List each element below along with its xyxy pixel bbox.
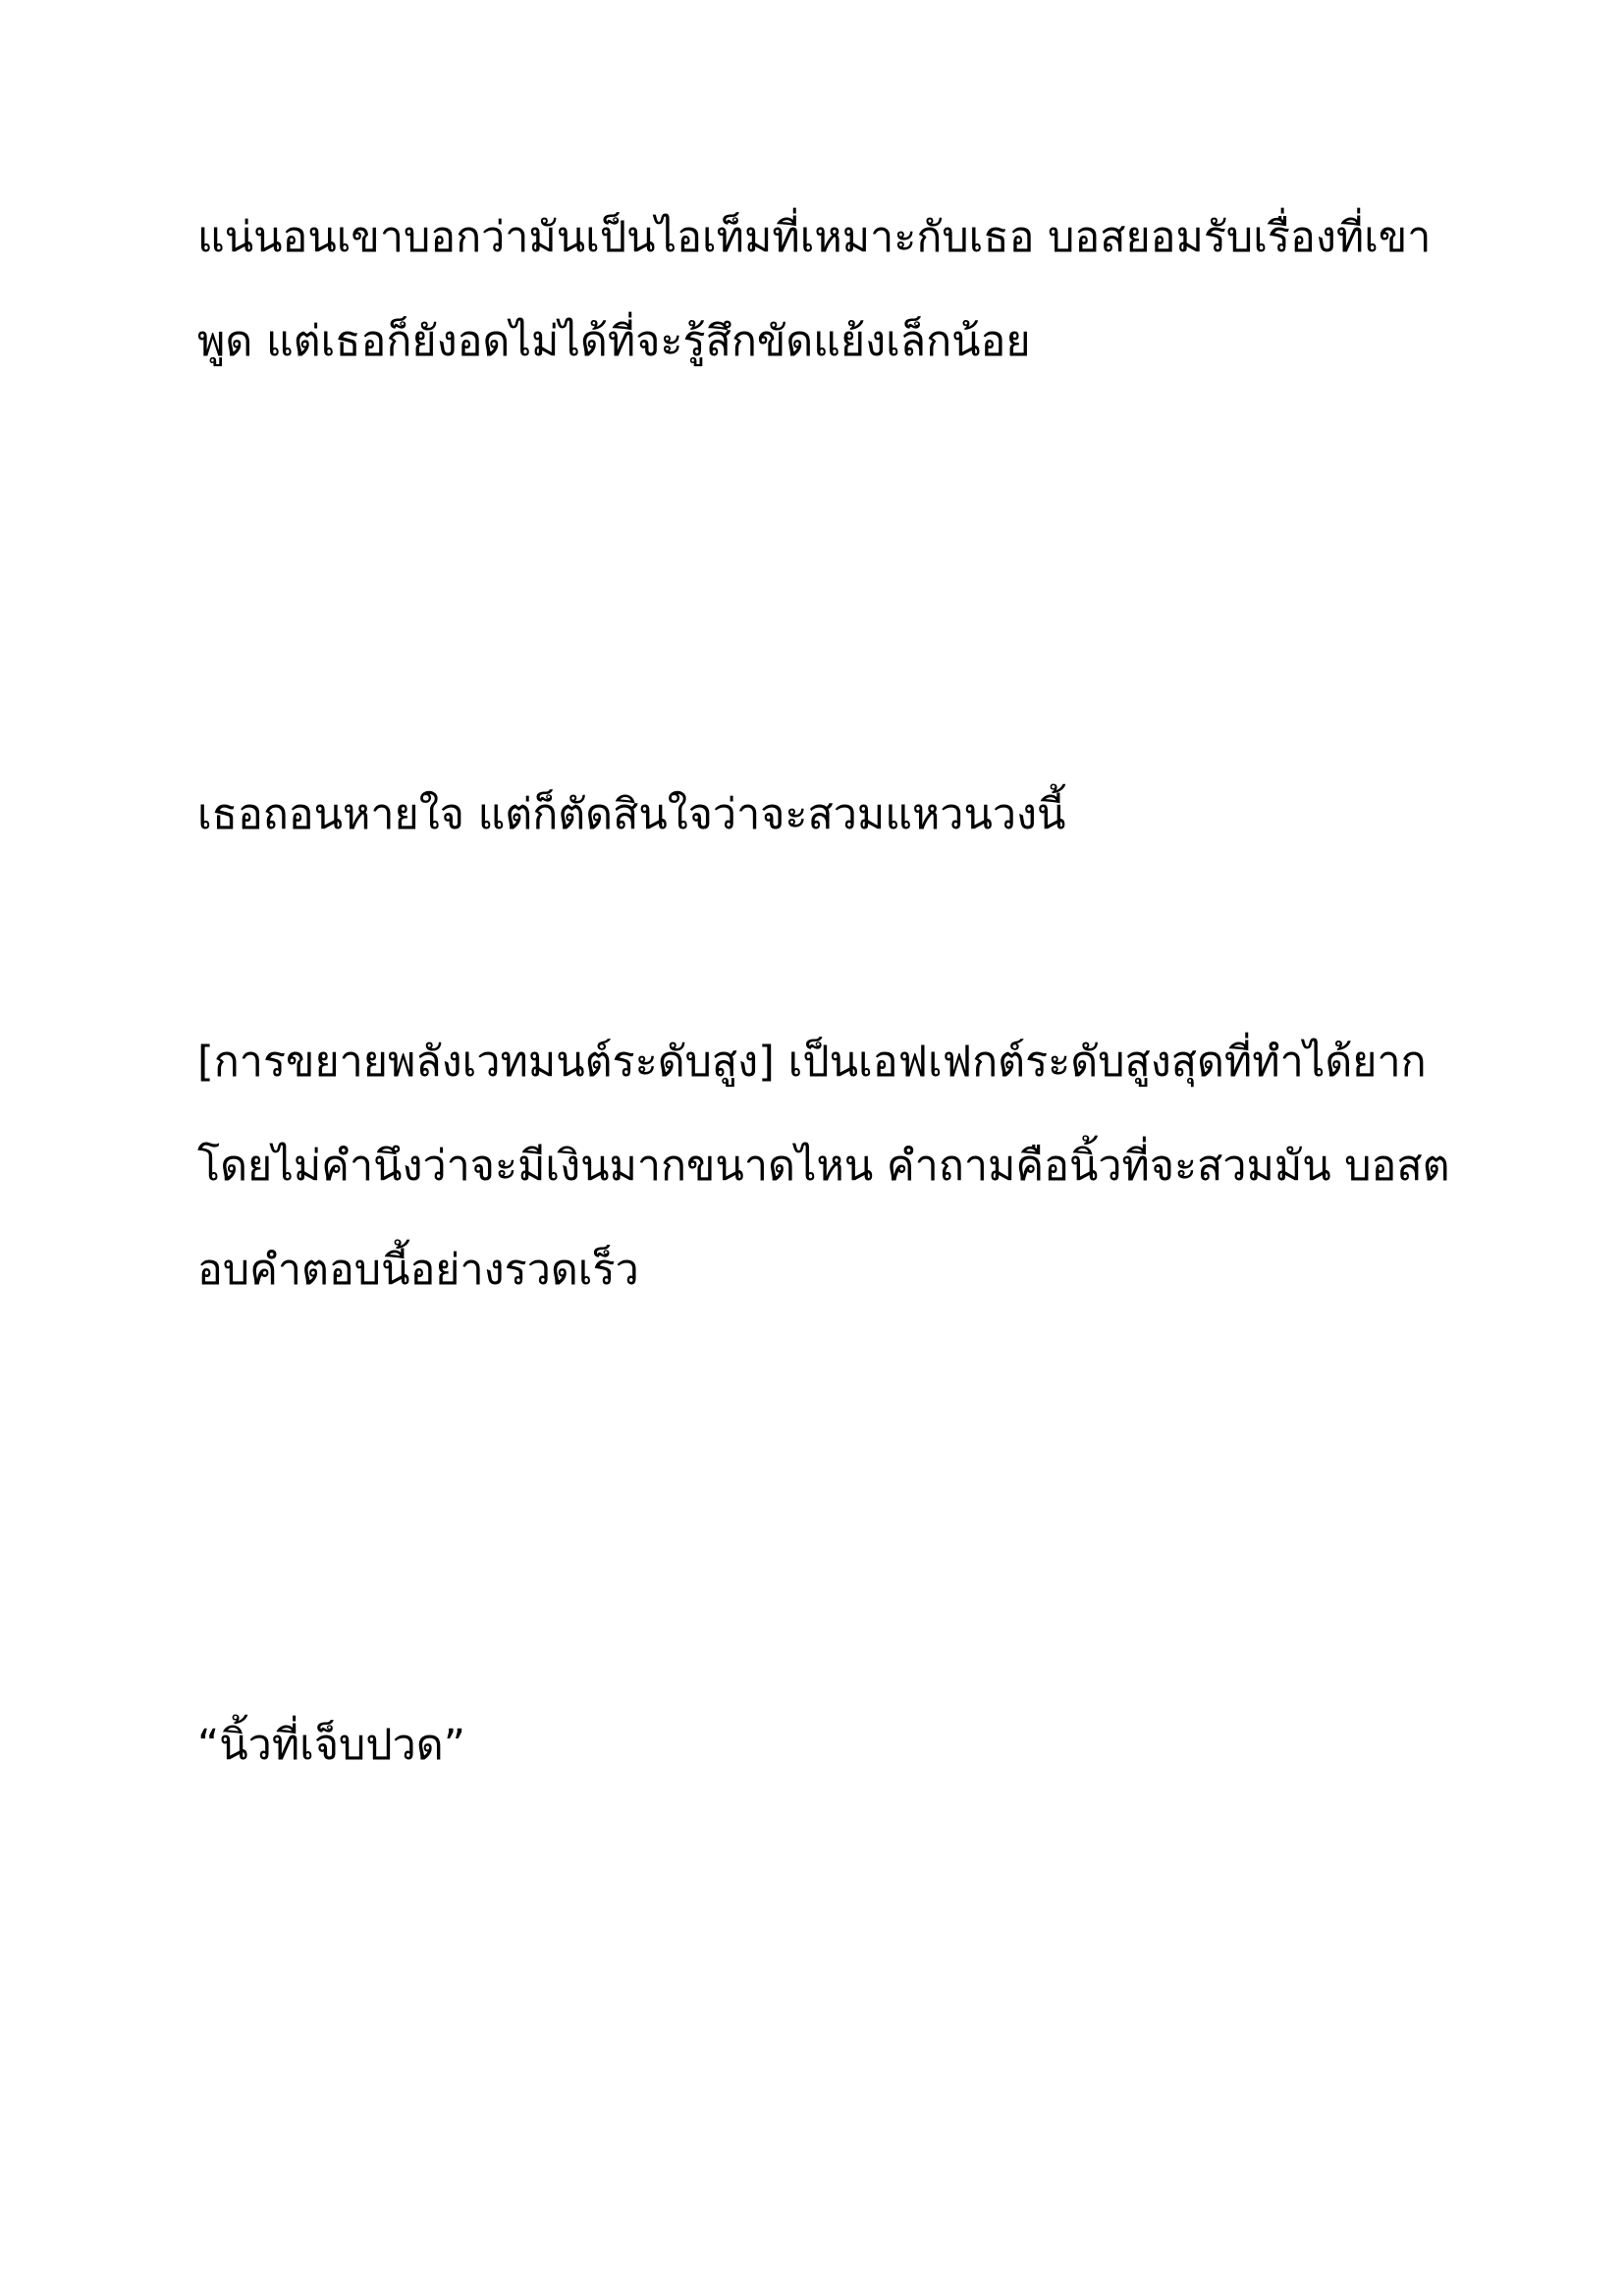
paragraph-3-line-2: โดยไม่คำนึงว่าจะมีเงินมากขนาดไหน คำถามคือนิ้วที่จะสวมมัน บอสต — [197, 1142, 1450, 1191]
paragraph-3-line-1: [การขยายพลังเวทมนต์ระดับสูง] เป็นเอฟเฟกต์ระดับสูงสุดที่ทำได้ยาก — [197, 1038, 1427, 1087]
paragraph-2-line-1: เธอถอนหายใจ แต่ก็ตัดสินใจว่าจะสวมแหวนวงนี้ — [197, 790, 1066, 839]
paragraph-4-line-1: “นิ้วที่เจ็บปวด” — [197, 1721, 465, 1770]
paragraph-3-line-3: อบคำตอบนี้อย่างรวดเร็ว — [197, 1246, 639, 1295]
paragraph-1-line-2: พูด แต่เธอก็ยังอดไม่ได้ที่จะรู้สึกขัดแย้งเล็กน้อย — [197, 317, 1031, 366]
paragraph-1-line-1: แน่นอนเขาบอกว่ามันเป็นไอเท็มที่เหมาะกับเธอ บอสยอมรับเรื่องที่เขา — [197, 213, 1432, 262]
